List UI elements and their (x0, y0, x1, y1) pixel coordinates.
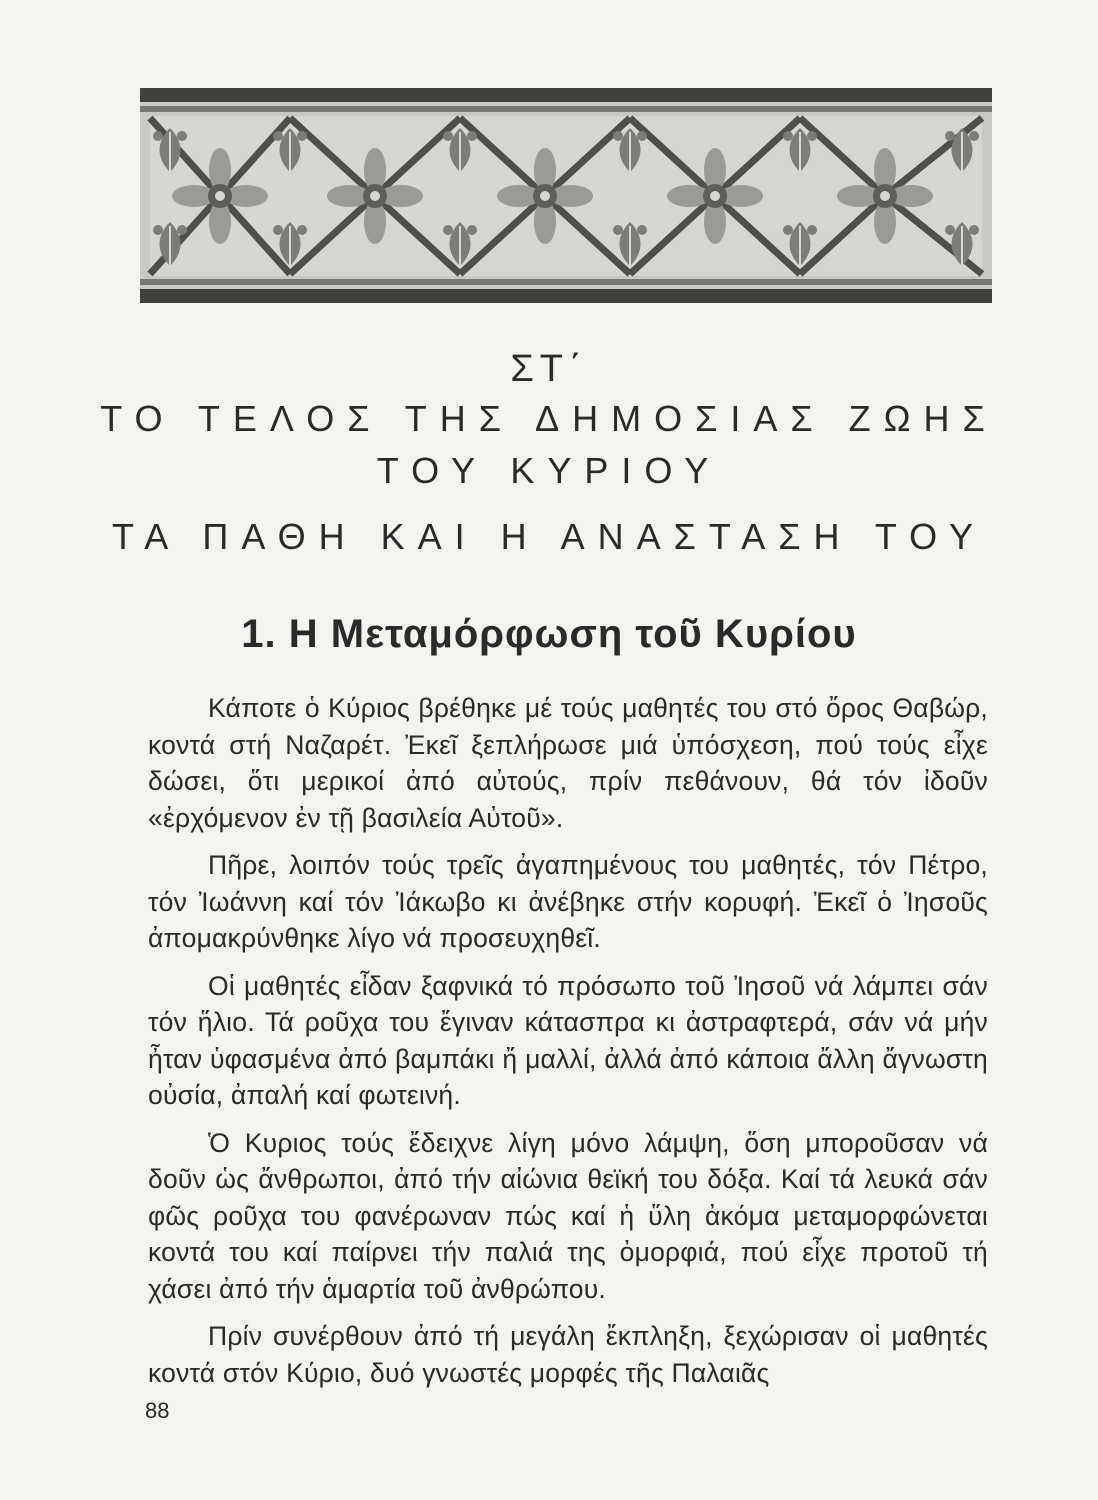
paragraph-5: Πρίν συνέρθουν ἀπό τή μεγάλη ἔκπληξη, ξεχώρισαν οἱ μαθητές κοντά στόν Κύριο, δυό γνωστές μορφές τῆς Παλαιᾶς (148, 1321, 988, 1388)
ornament-illustration (140, 88, 992, 303)
chapter-number: ΣΤ΄ (510, 348, 588, 390)
page-number: 88 (145, 1398, 170, 1423)
section-heading: 1. Η Μεταμόρφωση τοῦ Κυρίου (241, 612, 857, 656)
paragraph-2: Πῆρε, λοιπόν τούς τρεῖς ἀγαπημένους του μαθητές, τόν Πέτρο, τόν Ἰωάννη καί τόν Ἰάκωβο κι ἀνέβηκε στήν κορυφή. Ἐκεῖ ὁ Ἰησοῦς ἀπομακρύνθηκε λίγο νά προσευχηθεῖ. (148, 850, 988, 953)
paragraph-4: Ὁ Κυριος τούς ἔδειχνε λίγη μόνο λάμψη, ὅση μποροῦσαν νά δοῦν ὡς ἄνθρωποι, ἀπό τήν αἰώνια θεϊκή του δόξα. Καί τά λευκά σάν φῶς ροῦχα του φανέρωναν πώς καί ἡ ὕλη ἀκόμα μεταμορφώνεται κοντά του καί παίρνει τήν παλιά της ὀμορφιά, πού εἶχε προτοῦ τή χάσει ἀπό τήν ἁμαρτία τοῦ ἀνθρώπου. (148, 1127, 988, 1304)
paragraph-3: Οἱ μαθητές εἶδαν ξαφνικά τό πρόσωπο τοῦ Ἰησοῦ νά λάμπει σάν τόν ἥλιο. Τά ροῦχα του ἔγιναν κάτασπρα κι ἀστραφτερά, σάν νά μήν ἦταν ὑφασμένα ἀπό βαμπάκι ἤ μαλλί, ἀλλά ἀπό κάποια ἄλλη ἄγνωστη οὐσία, ἀπαλή καί φωτεινή. (148, 970, 988, 1110)
body-text (148, 690, 988, 1402)
chapter-title-line-1: ΤΟ ΤΕΛΟΣ ΤΗΣ ΔΗΜΟΣΙΑΣ ΖΩΗΣ (100, 398, 998, 439)
decorative-ornament-band (140, 88, 992, 303)
chapter-title-line-2: ΤΟΥ ΚΥΡΙΟΥ (376, 450, 722, 491)
paragraph-1: Κάποτε ὁ Κύριος βρέθηκε μέ τούς μαθητές του στό ὄρος Θαβώρ, κοντά στή Ναζαρέτ. Ἐκεῖ ξεπλήρωσε μιά ὑπόσχεση, πού τούς εἶχε δώσει, ὅτι μερικοί ἀπό αὐτούς, πρίν πεθάνουν, θά τόν ἰδοῦν «ἐρχόμενον ἐν τῇ βασιλεία Αὐτοῦ». (148, 693, 988, 833)
chapter-subtitle: ΤΑ ΠΑΘΗ ΚΑΙ Η ΑΝΑΣΤΑΣΗ ΤΟΥ (111, 516, 987, 557)
